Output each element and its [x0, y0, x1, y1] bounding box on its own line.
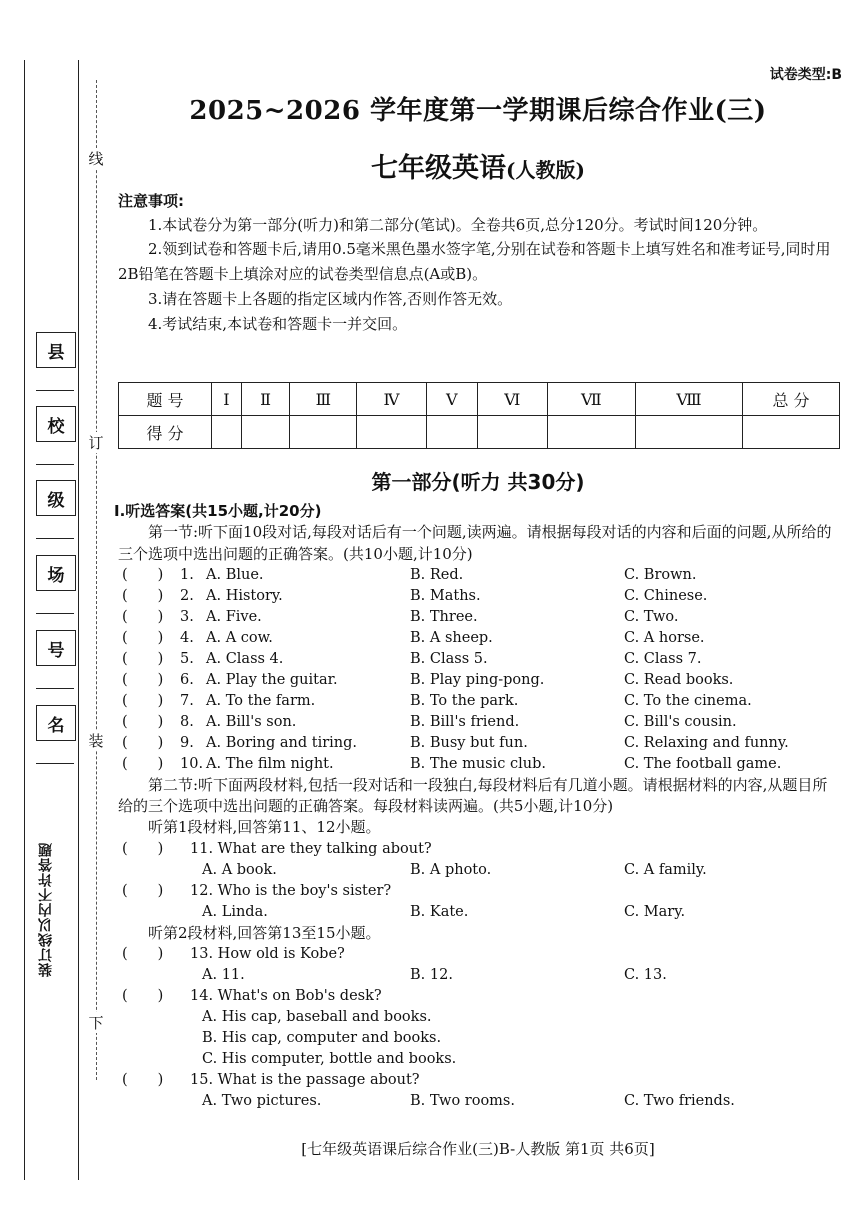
- question-number: 9.: [180, 734, 194, 751]
- score-table-header-row: [119, 383, 840, 416]
- question-number: 4.: [180, 629, 194, 646]
- answer-blank[interactable]: ( ): [122, 840, 164, 857]
- option-b: B. Two rooms.: [410, 1093, 515, 1110]
- field-name: 名: [36, 705, 76, 741]
- score-input-cell[interactable]: [477, 416, 547, 449]
- material2-label: 听第2段材料,回答第13至15小题。: [148, 923, 381, 942]
- answer-blank[interactable]: ( ): [122, 713, 164, 730]
- option-b: B. A sheep.: [410, 629, 493, 646]
- field-class-line: [36, 538, 74, 539]
- option-b: B. Bill's friend.: [410, 713, 520, 730]
- question-number: 10.: [180, 755, 204, 772]
- option-a: A. Class 4.: [206, 650, 284, 667]
- field-school: 校: [36, 406, 76, 442]
- answer-blank[interactable]: ( ): [122, 988, 164, 1005]
- edition-label: (人教版): [506, 158, 585, 182]
- option-b: B. Busy but fun.: [410, 734, 528, 751]
- question-5: [118, 649, 842, 670]
- score-table-cell: Ⅵ: [477, 383, 547, 416]
- question-11: [118, 839, 842, 860]
- score-table-cell: 总 分: [743, 383, 840, 416]
- question-14-option-b: [118, 1028, 842, 1049]
- field-seat-number-line: [36, 688, 74, 689]
- option-c: C. To the cinema.: [624, 692, 752, 709]
- score-table: [118, 382, 840, 449]
- question-number: 3.: [180, 608, 194, 625]
- exam-title: 2025~2026 学年度第一学期课后综合作业(三): [189, 96, 767, 126]
- material1-label: 听第1段材料,回答第11、12小题。: [148, 818, 381, 837]
- option-a: A. A cow.: [206, 629, 273, 646]
- question-1: [118, 565, 842, 586]
- binding-word-xia: 下: [86, 1012, 106, 1033]
- question-4: [118, 628, 842, 649]
- sub2-instruction: 第二节:听下面两段材料,包括一段对话和一段独白,每段材料后有几道小题。请根据材料的内容,从题目所给的三个选项中选出问题的正确答案。每段材料读两遍。(共5小题,计10分): [118, 775, 828, 816]
- binding-word-zhuang: 装: [86, 730, 106, 751]
- option-a: A. Blue.: [206, 566, 264, 583]
- field-name-line: [36, 763, 74, 764]
- binding-word-ding: 订: [86, 432, 106, 453]
- score-table-cell: Ⅳ: [357, 383, 426, 416]
- field-county-line: [36, 390, 74, 391]
- option-b: B. Three.: [410, 608, 478, 625]
- score-table-cell: 题 号: [119, 383, 212, 416]
- answer-blank[interactable]: ( ): [122, 755, 164, 772]
- option-a: A. Boring and tiring.: [206, 734, 358, 751]
- option-a: A. Play the guitar.: [206, 671, 338, 688]
- binding-dashed-line: [96, 80, 97, 1080]
- notice-item-4: 4.考试结束,本试卷和答题卡一并交回。: [148, 314, 408, 333]
- question-stem: 13. How old is Kobe?: [190, 946, 345, 963]
- question-stem: 14. What's on Bob's desk?: [190, 988, 382, 1005]
- score-table-cell: Ⅱ: [241, 383, 289, 416]
- option-a: A. A book.: [202, 861, 277, 878]
- answer-blank[interactable]: ( ): [122, 946, 164, 963]
- score-input-cell[interactable]: [212, 416, 242, 449]
- option-a: A. 11.: [202, 967, 245, 984]
- question-number: 2.: [180, 587, 194, 604]
- option-c: C. Relaxing and funny.: [624, 734, 789, 751]
- answer-blank[interactable]: ( ): [122, 587, 164, 604]
- option-b: B. The music club.: [410, 755, 546, 772]
- answer-blank[interactable]: ( ): [122, 650, 164, 667]
- option-c: C. Bill's cousin.: [624, 713, 737, 730]
- notice-block: [118, 190, 842, 336]
- question-11-options: [118, 860, 842, 881]
- paper-type: 试卷类型:B: [769, 67, 842, 83]
- question-number: 1.: [180, 566, 194, 583]
- question-12: [118, 881, 842, 902]
- binding-line-left: [24, 60, 25, 1180]
- option-c: C. Class 7.: [624, 650, 702, 667]
- field-exam-room-line: [36, 613, 74, 614]
- answer-blank[interactable]: ( ): [122, 629, 164, 646]
- option-b: B. Maths.: [410, 587, 481, 604]
- option-a: A. Linda.: [202, 903, 268, 920]
- field-school-line: [36, 464, 74, 465]
- option-a: A. History.: [206, 587, 283, 604]
- subject-name: 七年级英语: [371, 153, 507, 184]
- score-input-cell[interactable]: [547, 416, 635, 449]
- part1-body: [114, 501, 842, 1112]
- question-15: [118, 1070, 842, 1091]
- answer-blank[interactable]: ( ): [122, 608, 164, 625]
- option-b: B. Class 5.: [410, 650, 488, 667]
- option-a: A. His cap, baseball and books.: [202, 1009, 432, 1026]
- part1-title: 第一部分(听力 共30分): [371, 470, 585, 494]
- score-table-cell: Ⅰ: [212, 383, 242, 416]
- binding-word-xian: 线: [86, 148, 106, 169]
- answer-blank[interactable]: ( ): [122, 882, 164, 899]
- field-seat-number: 号: [36, 630, 76, 666]
- option-c: C. Two friends.: [624, 1093, 735, 1110]
- answer-blank[interactable]: ( ): [122, 1072, 164, 1089]
- question-14: [118, 986, 842, 1007]
- question-9: [118, 733, 842, 754]
- question-list: [118, 565, 842, 775]
- option-a: A. Five.: [206, 608, 262, 625]
- score-input-cell[interactable]: [426, 416, 477, 449]
- option-b: B. His cap, computer and books.: [202, 1030, 442, 1047]
- score-input-cell[interactable]: [290, 416, 357, 449]
- notice-item-2: 2.领到试卷和答题卡后,请用0.5毫米黑色墨水签字笔,分别在试卷和答题卡上填写姓名和准考证号,同时用2B铅笔在答题卡上填涂对应的试卷类型信息点(A或B)。: [118, 240, 831, 283]
- question-13: [118, 944, 842, 965]
- score-input-cell[interactable]: [357, 416, 426, 449]
- notice-item-3: 3.请在答题卡上各题的指定区域内作答,否则作答无效。: [148, 289, 513, 308]
- option-c: C. Mary.: [624, 903, 686, 920]
- option-c: C. Read books.: [624, 671, 734, 688]
- question-2: [118, 586, 842, 607]
- exam-subtitle: [118, 146, 838, 185]
- question-8: [118, 712, 842, 733]
- question-3: [118, 607, 842, 628]
- option-c: C. Chinese.: [624, 587, 708, 604]
- option-c: C. A family.: [624, 861, 707, 878]
- option-b: B. Red.: [410, 566, 464, 583]
- option-a: A. The film night.: [206, 755, 334, 772]
- question-number: 5.: [180, 650, 194, 667]
- score-input-cell[interactable]: [241, 416, 289, 449]
- option-c: C. 13.: [624, 967, 667, 984]
- score-table-cell: Ⅷ: [636, 383, 743, 416]
- option-b: B. 12.: [410, 967, 453, 984]
- notice-item-1: 1.本试卷分为第一部分(听力)和第二部分(笔试)。全卷共6页,总分120分。考试时间120分钟。: [148, 215, 768, 234]
- question-6: [118, 670, 842, 691]
- option-c: C. Brown.: [624, 566, 697, 583]
- score-table-cell: Ⅶ: [547, 383, 635, 416]
- page-footer: [七年级英语课后综合作业(三)B-人教版 第1页 共6页]: [301, 1140, 655, 1158]
- answer-blank[interactable]: ( ): [122, 671, 164, 688]
- option-a: A. Two pictures.: [202, 1093, 322, 1110]
- option-b: B. To the park.: [410, 692, 519, 709]
- question-7: [118, 691, 842, 712]
- score-table-cell: Ⅲ: [290, 383, 357, 416]
- score-input-cell[interactable]: [636, 416, 743, 449]
- answer-blank[interactable]: ( ): [122, 692, 164, 709]
- field-county: 县: [36, 332, 76, 368]
- score-table-cell: Ⅴ: [426, 383, 477, 416]
- notice-heading: 注意事项:: [118, 192, 184, 210]
- question-14-option-a: [118, 1007, 842, 1028]
- score-input-cell[interactable]: [743, 416, 840, 449]
- option-b: B. A photo.: [410, 861, 492, 878]
- option-c: C. The football game.: [624, 755, 782, 772]
- answer-blank[interactable]: ( ): [122, 566, 164, 583]
- binding-note: 装订线以内不许答题: [38, 842, 54, 977]
- option-b: B. Play ping-pong.: [410, 671, 545, 688]
- question-stem: 11. What are they talking about?: [190, 840, 432, 857]
- sub1-instruction: 第一节:听下面10段对话,每段对话后有一个问题,读两遍。请根据每段对话的内容和后面的问题,从所给的三个选项中选出问题的正确答案。(共10小题,计10分): [118, 523, 832, 563]
- question-13-options: [118, 965, 842, 986]
- answer-blank[interactable]: ( ): [122, 734, 164, 751]
- question-number: 8.: [180, 713, 194, 730]
- field-class: 级: [36, 480, 76, 516]
- option-c: C. His computer, bottle and books.: [202, 1051, 457, 1068]
- question-number: 6.: [180, 671, 194, 688]
- question-stem: 15. What is the passage about?: [190, 1072, 420, 1089]
- option-b: B. Kate.: [410, 903, 469, 920]
- question-10: [118, 754, 842, 775]
- question-stem: 12. Who is the boy's sister?: [190, 882, 392, 899]
- binding-line-middle: [78, 60, 79, 1180]
- section1-title: Ⅰ.听选答案(共15小题,计20分): [114, 502, 322, 520]
- field-exam-room: 场: [36, 555, 76, 591]
- question-14-option-c: [118, 1049, 842, 1070]
- question-number: 7.: [180, 692, 194, 709]
- option-c: C. A horse.: [624, 629, 705, 646]
- score-table-label: 得 分: [119, 416, 212, 449]
- question-15-options: [118, 1091, 842, 1112]
- score-table-score-row: [119, 416, 840, 449]
- question-12-options: [118, 902, 842, 923]
- option-c: C. Two.: [624, 608, 679, 625]
- option-a: A. To the farm.: [206, 692, 316, 709]
- option-a: A. Bill's son.: [206, 713, 297, 730]
